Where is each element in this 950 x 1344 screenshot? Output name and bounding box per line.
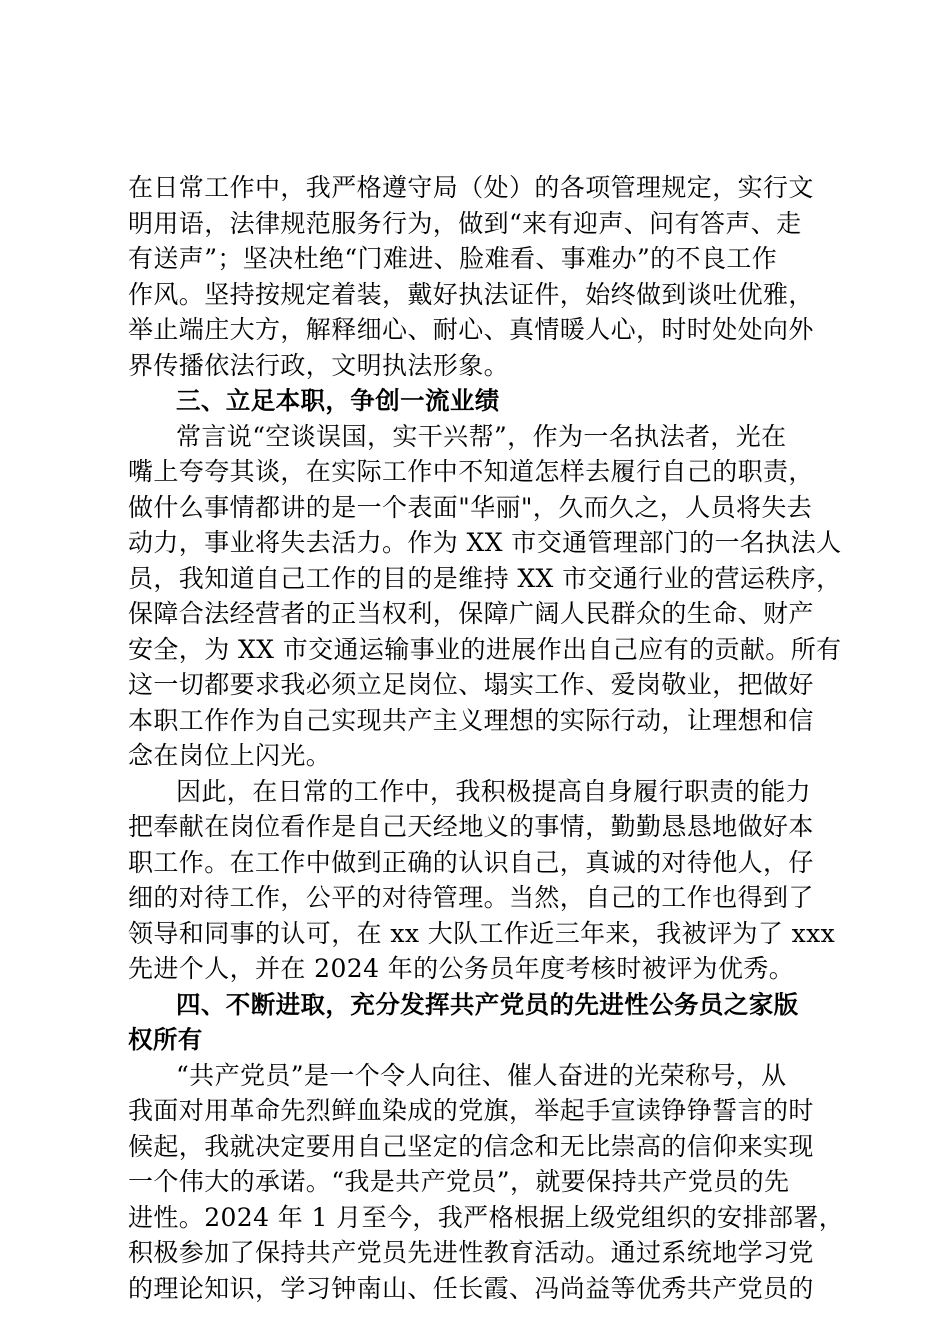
text-line: 明用语，法律规范服务行为，做到“来有迎声、问有答声、走 (128, 208, 802, 238)
text-line: 我面对用革命先烈鲜血染成的党旗，举起手宣读铮铮誓言的时 (128, 1096, 814, 1125)
text-line: 把奉献在岗位看作是自己天经地义的事情，勤勤恳恳地做好本 (128, 812, 814, 841)
heading-line: 四、不断进取，充分发挥共产党员的先进性公务员之家版 (176, 989, 799, 1019)
text-line: 保障合法经营者的正当权利，保障广阔人民群众的生命、财产 (128, 599, 814, 628)
text-line: 进性。2024 年 1 月至今，我严格根据上级党组织的安排部署， (128, 1202, 845, 1232)
text-line: 本职工作作为自己实现共产主义理想的实际行动，让理想和信 (128, 705, 814, 735)
text-line: 一个伟大的承诺。“我是共产党员”，就要保持共产党员的先 (128, 1167, 790, 1196)
text-line: 细的对待工作，公平的对待管理。当然，自己的工作也得到了 (128, 883, 814, 912)
text-line: 这一切都要求我必须立足岗位、塌实工作、爱岗敬业，把做好 (128, 670, 814, 699)
text-line: 动力，事业将失去活力。作为 XX 市交通管理部门的一名执法人 (128, 528, 842, 557)
text-line: 领导和同事的认可，在 xx 大队工作近三年来，我被评为了 xxx (128, 918, 836, 948)
text-line: 因此，在日常的工作中，我积极提高自身履行职责的能力 (176, 776, 812, 806)
text-line: 念在岗位上闪光。 (128, 741, 332, 770)
paragraph-achievement (128, 774, 836, 987)
text-line: 常言说“空谈误国，实干兴帮”，作为一名执法者，光在 (176, 421, 787, 451)
heading-line: 权所有 (128, 1025, 203, 1054)
text-line: 作风。坚持按规定着装，戴好执法证件，始终做到谈吐优雅， (128, 279, 814, 309)
text-line: 职工作。在工作中做到正确的认识自己，真诚的对待他人，仔 (128, 847, 814, 877)
text-line: 有送声”；坚决杜绝“门难进、脸难看、事难办”的不良工作 (128, 244, 778, 273)
text-line: 员，我知道自己工作的目的是维持 XX 市交通行业的营运秩序， (128, 563, 842, 593)
text-line: 举止端庄大方，解释细心、耐心、真情暖人心，时时处处向外 (128, 315, 814, 344)
paragraph-duty (128, 419, 842, 774)
text-line: 在日常工作中，我严格遵守局（处）的各项管理规定，实行文 (128, 173, 814, 202)
section-heading-4 (128, 987, 832, 1058)
text-line: 界传播依法行政，文明执法形象。 (128, 350, 510, 380)
text-line: 安全，为 XX 市交通运输事业的进展作出自己应有的贡献。所有 (128, 634, 842, 664)
text-line: 嘴上夸夸其谈，在实际工作中不知道怎样去履行自己的职责， (128, 457, 814, 486)
section-heading-3 (128, 383, 832, 419)
paragraph-civility (128, 170, 832, 383)
text-line: 积极参加了保持共产党员先进性教育活动。通过系统地学习党 (128, 1238, 814, 1267)
text-line: 候起，我就决定要用自己坚定的信念和无比崇高的信仰来实现 (128, 1131, 814, 1161)
text-line: “共产党员”是一个令人向往、催人奋进的光荣称号，从 (176, 1060, 787, 1090)
paragraph-party-member (128, 1058, 845, 1307)
text-line: 的理论知识，学习钟南山、任长霞、冯尚益等优秀共产党员的 (128, 1273, 814, 1303)
heading-line: 三、立足本职，争创一流业绩 (176, 386, 500, 415)
text-line: 做什么事情都讲的是一个表面"华丽"，久而久之，人员将失去 (128, 492, 813, 522)
text-line: 先进个人，并在 2024 年的公务员年度考核时被评为优秀。 (128, 954, 795, 983)
document-page (128, 170, 845, 1306)
